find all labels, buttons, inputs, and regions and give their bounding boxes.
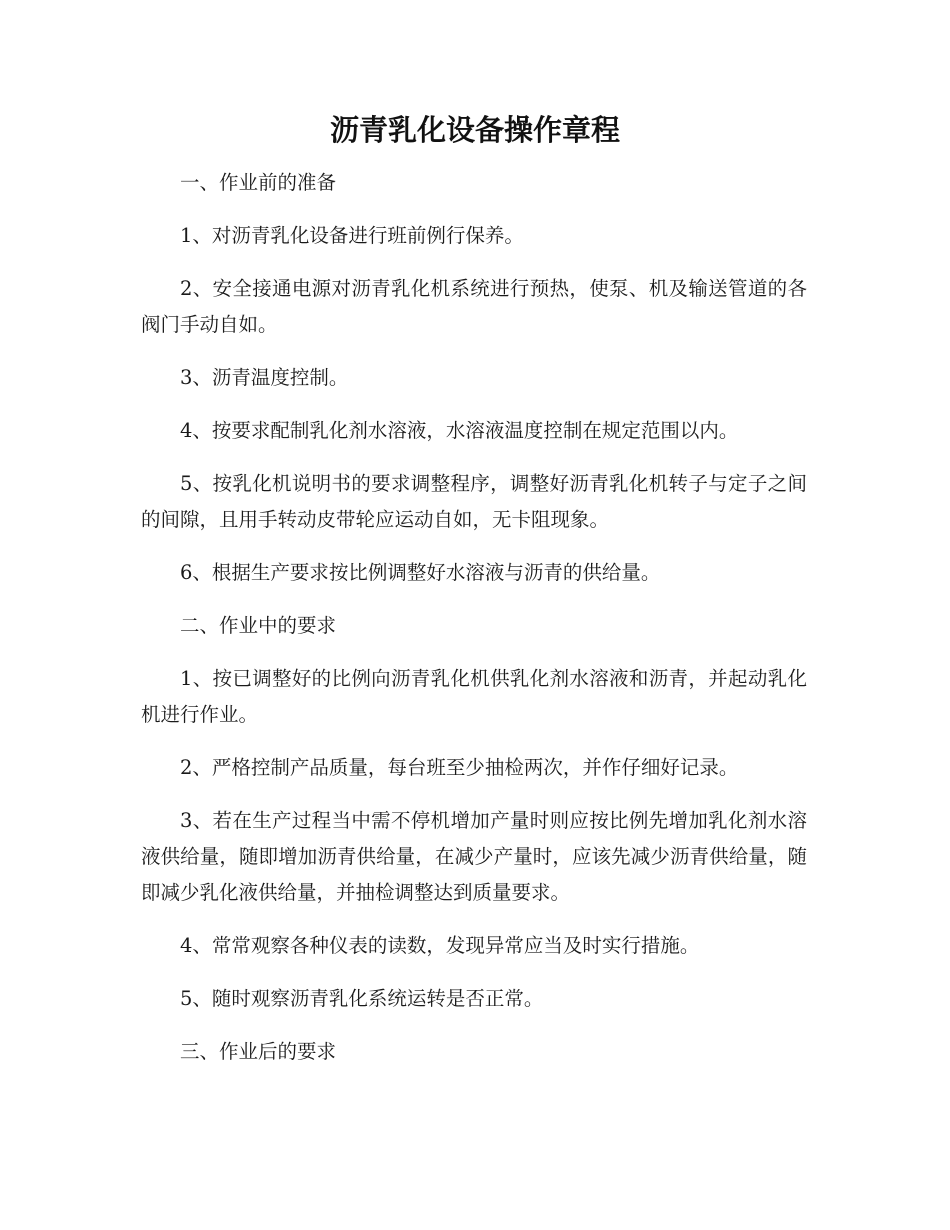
paragraph: 2、严格控制产品质量，每台班至少抽检两次，并作仔细好记录。 bbox=[180, 756, 739, 779]
section-heading: 三、作业后的要求 bbox=[180, 1040, 337, 1063]
paragraph: 1、对沥青乳化设备进行班前例行保养。 bbox=[180, 224, 524, 247]
document-body bbox=[141, 165, 807, 1087]
paragraph: 4、常常观察各种仪表的读数，发现异常应当及时实行措施。 bbox=[180, 934, 700, 957]
paragraph: 6、根据生产要求按比例调整好水溶液与沥青的供给量。 bbox=[180, 561, 661, 584]
paragraph: 5、按乳化机说明书的要求调整程序，调整好沥青乳化机转子与定子之间的间隙，且用手转动皮带轮应运动自如，无卡阻现象。 bbox=[141, 472, 807, 531]
paragraph: 3、若在生产过程当中需不停机增加产量时则应按比例先增加乳化剂水溶液供给量，随即增加沥青供给量，在减少产量时，应该先减少沥青供给量，随即减少乳化液供给量，并抽检调整达到质量要求。 bbox=[141, 809, 807, 904]
section-heading: 一、作业前的准备 bbox=[180, 171, 337, 194]
paragraph: 4、按要求配制乳化剂水溶液，水溶液温度控制在规定范围以内。 bbox=[180, 419, 739, 442]
section-heading: 二、作业中的要求 bbox=[180, 614, 337, 637]
paragraph: 3、沥青温度控制。 bbox=[180, 366, 349, 389]
paragraph: 1、按已调整好的比例向沥青乳化机供乳化剂水溶液和沥青，并起动乳化机进行作业。 bbox=[141, 667, 807, 726]
document-title: 沥青乳化设备操作章程 bbox=[329, 113, 620, 147]
paragraph: 5、随时观察沥青乳化系统运转是否正常。 bbox=[180, 987, 544, 1010]
paragraph: 2、安全接通电源对沥青乳化机系统进行预热，使泵、机及输送管道的各阀门手动自如。 bbox=[141, 277, 807, 336]
